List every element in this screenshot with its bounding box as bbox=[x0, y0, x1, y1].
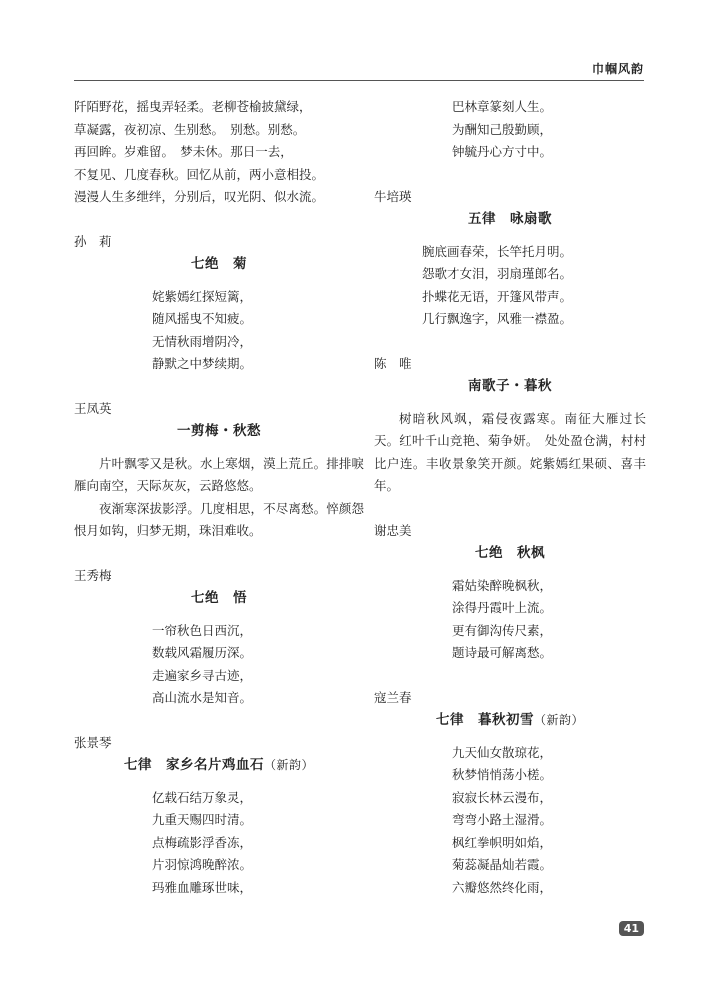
poem-prose bbox=[374, 408, 646, 498]
poem-title bbox=[74, 754, 364, 777]
verse-line: 高山流水是知音。 bbox=[152, 690, 253, 705]
verse-line: 钟毓丹心方寸中。 bbox=[452, 144, 553, 159]
poem-title: 一剪梅・秋愁 bbox=[177, 423, 261, 439]
poem-verse bbox=[374, 241, 646, 331]
poem-title: 五律 咏扇歌 bbox=[468, 211, 552, 227]
verse-line: 无情秋雨增阴冷， bbox=[152, 333, 253, 349]
prose-line: 草凝露，夜初凉、生别愁。 别愁。别愁。 bbox=[74, 121, 306, 137]
verse-line: 秋梦悄悄荡小槎。 bbox=[452, 767, 553, 782]
verse-line: 涂得丹霞叶上流。 bbox=[452, 600, 553, 615]
poem-verse bbox=[374, 742, 646, 900]
poem-title-text: 七律 暮秋初雪 bbox=[435, 712, 534, 728]
verse-line: 九重天赐四时清。 bbox=[152, 812, 253, 827]
intro-prose bbox=[74, 96, 364, 209]
verse-line: 数载风霜履历深。 bbox=[152, 645, 253, 660]
prose-line: 再回眸。岁难留。 梦未休。那日一去， bbox=[74, 144, 293, 159]
verse-line: 九天仙女散琼花， bbox=[452, 744, 553, 760]
poem-verse bbox=[74, 620, 364, 710]
poem-author: 陈 唯 bbox=[374, 355, 412, 371]
poem-title-note: （新韵） bbox=[533, 713, 584, 727]
verse-line: 玛雅血雕琢世味， bbox=[152, 879, 253, 895]
poem-title: 七绝 菊 bbox=[191, 256, 247, 272]
verse-line: 弯弯小路土湿滑。 bbox=[452, 812, 553, 827]
verse-line: 枫红拳帜明如焰， bbox=[452, 834, 553, 850]
page-number: 41 bbox=[619, 921, 644, 936]
header-title: 巾帼风韵 bbox=[591, 62, 644, 76]
poem-title-note: （新韵） bbox=[263, 758, 314, 772]
prose-line: 阡陌野花，摇曳弄轻柔。老柳苍榆披黛绿， bbox=[74, 99, 312, 114]
poem-title: 七绝 秋枫 bbox=[475, 545, 545, 561]
poem-title: 七绝 悟 bbox=[191, 590, 247, 606]
poem-author: 张景琴 bbox=[74, 734, 112, 750]
poem-verse bbox=[374, 575, 646, 665]
poem-author: 孙 莉 bbox=[74, 233, 112, 249]
verse-line: 怨歌才女泪，羽扇瑾郎名。 bbox=[422, 266, 573, 281]
verse-line: 腕底画春荣，长竿托月明。 bbox=[422, 243, 573, 259]
right-column bbox=[374, 96, 646, 899]
verse-line: 霜姑染醉晚枫秋， bbox=[452, 577, 553, 593]
verse-line: 更有御沟传尺素， bbox=[452, 622, 553, 638]
verse-line: 静默之中梦续期。 bbox=[152, 356, 253, 371]
poem-prose bbox=[74, 453, 364, 543]
poem-author: 寇兰春 bbox=[374, 689, 412, 705]
poem-verse bbox=[74, 787, 364, 900]
prose-paragraph: 片叶飘零又是秋。水上寒烟，漠上荒丘。排排唳雁向南空，天际灰灰，云路悠悠。 bbox=[74, 455, 364, 493]
verse-line: 题诗最可解离愁。 bbox=[452, 645, 553, 660]
prose-paragraph: 树暗秋风飒，霜侵夜露寒。南征大雁过长天。红叶千山竞艳、菊争妍。 处处盈仓满，村村比户连。丰收景象笑开颜。姹紫嫣红果硕、喜丰年。 bbox=[374, 410, 646, 493]
verse-line: 扑蝶花无语，开篷风带声。 bbox=[422, 288, 573, 304]
poem-author: 王秀梅 bbox=[74, 567, 112, 583]
verse-line: 片羽惊鸿晚醉浓。 bbox=[152, 857, 253, 872]
verse-line: 姹紫嫣红探短篱， bbox=[152, 288, 253, 304]
poem-author: 王凤英 bbox=[74, 400, 112, 416]
verse-line: 六瓣悠然终化雨， bbox=[452, 879, 553, 895]
header-rule bbox=[74, 80, 644, 81]
left-column bbox=[74, 96, 364, 899]
verse-line: 走遍家乡寻古迹， bbox=[152, 667, 253, 683]
verse-line: 为酬知己殷勤顾， bbox=[452, 121, 553, 137]
poem-title bbox=[374, 709, 646, 732]
verse-line: 随风摇曳不知疲。 bbox=[152, 311, 253, 326]
prose-line: 漫漫人生多绁绊，分别后，叹光阴、似水流。 bbox=[74, 189, 325, 204]
prose-line: 不复见、几度春秋。回忆从前，两小意相投。 bbox=[74, 166, 325, 182]
poem-author: 谢忠美 bbox=[374, 522, 412, 538]
verse-line: 点梅疏影浮香冻， bbox=[152, 834, 253, 850]
verse-line: 菊蕊凝晶灿若霞。 bbox=[452, 857, 553, 872]
poem-title-text: 七律 家乡名片鸡血石 bbox=[123, 757, 264, 773]
verse-line: 一帘秋色日西沉， bbox=[152, 622, 253, 638]
verse-line: 亿载石结万象灵， bbox=[152, 789, 253, 805]
verse-line: 巴林章篆刻人生。 bbox=[452, 99, 553, 114]
poem-verse-continuation bbox=[374, 96, 646, 164]
poem-author: 牛培瑛 bbox=[374, 188, 412, 204]
poem-title: 南歌子・暮秋 bbox=[468, 378, 552, 394]
poem-verse bbox=[74, 286, 364, 376]
verse-line: 寂寂长林云漫布， bbox=[452, 789, 553, 805]
verse-line: 几行飘逸字，风雅一襟盈。 bbox=[422, 311, 573, 326]
prose-paragraph: 夜渐寒深拔影浮。几度相思，不尽离愁。悴颜怨恨月如钩，归梦无期，珠泪难收。 bbox=[74, 500, 364, 538]
